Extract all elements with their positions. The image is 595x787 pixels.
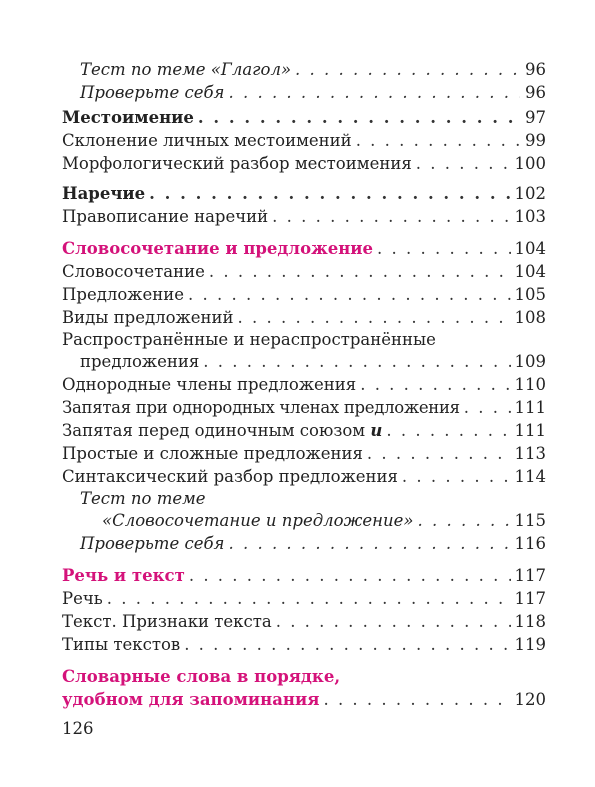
toc-entry-title-letter: и [370,421,383,440]
toc-entry [62,284,546,306]
toc-section-heading [62,238,546,260]
toc-entry-title-text: Запятая перед одиночным союзом [62,421,366,440]
dot-leader [360,374,510,396]
dot-leader [356,130,520,152]
dot-leader [418,510,511,532]
toc-entry [62,466,546,488]
toc-entry-title: Словосочетание и предложение [62,239,374,258]
toc-entry-line1: Распространённые и нераспространённые [62,330,436,349]
dot-leader [377,238,510,260]
toc-entry [62,206,546,228]
dot-leader [228,533,510,555]
toc-entry-title: Запятая при однородных членах предложения [62,398,460,417]
toc-entry-page: 109 [514,352,546,371]
toc-entry-title: «Словосочетание и предложение» [102,511,414,530]
toc-entry-page: 115 [514,511,546,530]
dot-leader [367,443,511,465]
toc-entry-title: удобном для запоминания [62,690,320,709]
toc-entry [62,588,546,610]
toc-entry-page: 117 [514,566,546,585]
toc-entry-title: Словосочетание [62,262,205,281]
toc-entry-page: 105 [514,285,546,304]
toc-entry-title: Проверьте себя [80,534,225,553]
toc-entry [62,153,546,175]
toc-entry [62,443,546,465]
toc-section-heading [62,689,546,711]
toc-entry [80,533,546,555]
toc-entry-page: 116 [514,534,546,553]
dot-leader [464,397,511,419]
toc-entry-title: Речь и текст [62,566,185,585]
toc-entry-page: 100 [514,154,546,173]
dot-leader [209,261,511,283]
dot-leader [295,59,520,81]
toc-entry-title: Виды предложений [62,308,234,327]
dot-leader [188,284,511,306]
toc-entry-page: 111 [514,421,546,440]
toc-entry-title: предложения [80,352,200,371]
toc-entry [62,420,546,442]
toc-entry-title: Речь [62,589,103,608]
toc-entry-title: Склонение личных местоимений [62,131,352,150]
toc-section-heading [62,565,546,587]
toc-entry-title: Проверьте себя [80,83,225,102]
toc-entry-title: Простые и сложные предложения [62,444,363,463]
toc-section-heading [62,107,546,129]
toc-entry-page: 119 [514,635,546,654]
toc-entry-page: 104 [514,239,546,258]
toc-entry-title: Тест по теме «Глагол» [80,60,292,79]
toc-entry-title: Правописание наречий [62,207,269,226]
toc-entry-page: 117 [514,589,546,608]
toc-entry-title: Морфологический разбор местоимения [62,154,412,173]
toc-entry-title: Предложение [62,285,184,304]
toc-entry-page: 102 [514,184,546,203]
toc-entry-title: Однородные члены предложения [62,375,357,394]
toc-entry-page: 104 [514,262,546,281]
dot-leader [276,611,511,633]
dot-leader [203,351,510,373]
page-number: 126 [62,719,94,738]
toc-entry [80,82,546,104]
toc-entry-page: 99 [525,131,546,150]
dot-leader [198,107,520,129]
toc-entry [62,611,546,633]
toc-entry [62,130,546,152]
toc-entry-title: Наречие [62,184,146,203]
toc-entry [62,307,546,329]
toc-entry-page: 111 [514,398,546,417]
toc-entry-page: 114 [514,467,546,486]
toc-entry-page: 120 [514,690,546,709]
toc-entry [62,634,546,656]
dot-leader [272,206,510,228]
toc-entry-page: 96 [525,60,546,79]
dot-leader [107,588,511,610]
dot-leader [386,420,510,442]
toc-entry-page: 118 [514,612,546,631]
dot-leader [416,153,511,175]
toc-entry [62,261,546,283]
toc-entry [80,351,546,373]
dot-leader [238,307,511,329]
toc-entry-page: 108 [514,308,546,327]
toc-entry [80,59,546,81]
dot-leader [402,466,511,488]
toc-entry [62,397,546,419]
toc-entry-page: 110 [514,375,546,394]
toc-entry-title [62,420,382,442]
dot-leader [323,689,510,711]
toc-entry-title: Типы текстов [62,635,181,654]
toc-section-heading-line1: Словарные слова в порядке, [62,667,341,686]
dot-leader [189,565,511,587]
toc-entry-title: Текст. Признаки текста [62,612,272,631]
dot-leader [184,634,510,656]
toc-entry-title: Местоимение [62,108,194,127]
toc-entry-title: Синтаксический разбор предложения [62,467,398,486]
toc-entry-page: 113 [514,444,546,463]
toc-entry [102,510,546,532]
toc-entry-page: 103 [514,207,546,226]
toc-entry-line1: Тест по теме [80,489,206,508]
toc-entry-page: 96 [525,83,546,102]
toc-entry-page: 97 [525,108,546,127]
dot-leader [149,183,510,205]
toc-section-heading [62,183,546,205]
dot-leader [228,82,520,104]
toc-entry [62,374,546,396]
